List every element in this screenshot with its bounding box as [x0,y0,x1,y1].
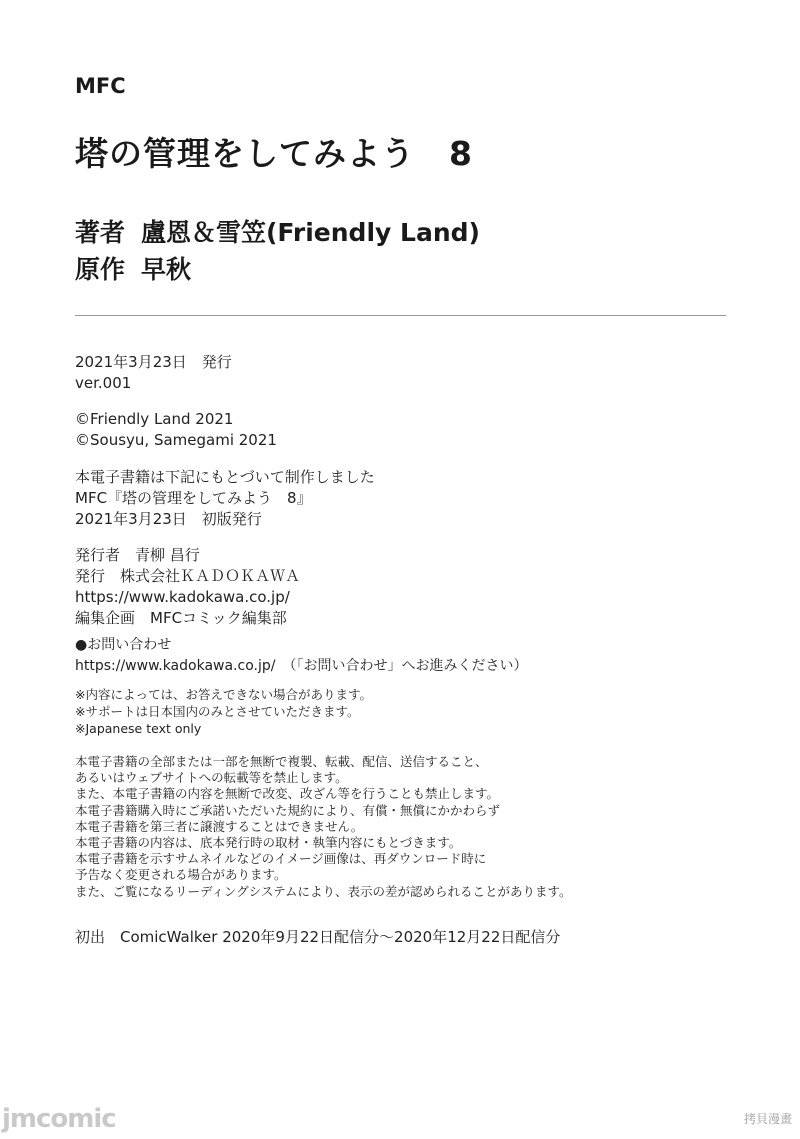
publisher-url: https://www.kadokawa.co.jp/ [75,588,290,606]
copyright-block [75,409,277,451]
contact-block [75,635,527,676]
legal-line: 本電子書籍を第三者に譲渡することはできません。 [75,818,364,834]
watermark-text: 拷貝漫畫 [743,1112,792,1126]
contact-heading: ●お問い合わせ [75,637,172,653]
copyright-line: ©Friendly Land 2021 [75,410,234,428]
credit-role: 著者 [75,218,126,247]
note-line: ※内容によっては、お答えできない場合があります。 [75,687,372,702]
credit-name: 盧恩＆雪笠(Friendly Land) [141,218,480,247]
credit-author [75,213,480,249]
copyright-line: ©Sousyu, Samegami 2021 [75,431,277,449]
publication-info [75,352,232,394]
legal-notice [75,754,572,900]
imprint-label: MFC [75,74,126,98]
version: ver.001 [75,374,132,392]
publication-date: 2021年3月23日 発行 [75,353,232,371]
publisher-line: 発行者 青柳 昌行 [75,546,200,564]
credit-original [75,250,191,286]
credit-role: 原作 [75,255,126,284]
note-line: ※サポートは日本国内のみとさせていただきます。 [75,704,360,719]
first-appearance: 初出 ComicWalker 2020年9月22日配信分〜2020年12月22日配信分 [75,928,561,946]
publisher-block [75,545,300,629]
legal-line: また、本電子書籍の内容を無断で改変、改ざん等を行うことも禁止します。 [75,786,500,802]
source-block [75,467,375,530]
legal-line: あるいはウェブサイトへの転載等を禁止します。 [75,770,348,786]
publisher-line: 編集企画 MFCコミック編集部 [75,609,287,627]
publisher-line: 発行 株式会社ＫＡＤＯＫＡＷＡ [75,567,301,585]
legal-line: 本電子書籍の全部または一部を無断で複製、転載、配信、送信すること、 [75,754,488,769]
legal-line: また、ご覧になるリーディングシステムにより、表示の差が認められることがあります。 [75,883,572,899]
legal-line: 本電子書籍購入時にご承諾いただいた規約により、有償・無償にかかわらず [75,802,501,818]
source-line: 2021年3月23日 初版発行 [75,510,262,528]
contact-notes [75,686,372,737]
watermark-logo: jmcomic [2,1104,116,1134]
credit-name: 早秋 [141,255,192,284]
legal-line: 予告なく変更される場合があります。 [75,867,287,883]
source-line: MFC『塔の管理をしてみよう 8』 [75,489,312,507]
source-line: 本電子書籍は下記にもとづいて制作しました [75,468,375,486]
note-line: ※Japanese text only [75,721,202,736]
legal-line: 本電子書籍を示すサムネイルなどのイメージ画像は、再ダウンロード時に [75,851,487,867]
book-title: 塔の管理をしてみよう 8 [75,134,473,173]
divider [75,315,726,316]
contact-url: https://www.kadokawa.co.jp/ （「お問い合わせ」へお進みください） [75,657,528,674]
legal-line: 本電子書籍の内容は、底本発行時の取材・執筆内容にもとづきます。 [75,835,462,851]
